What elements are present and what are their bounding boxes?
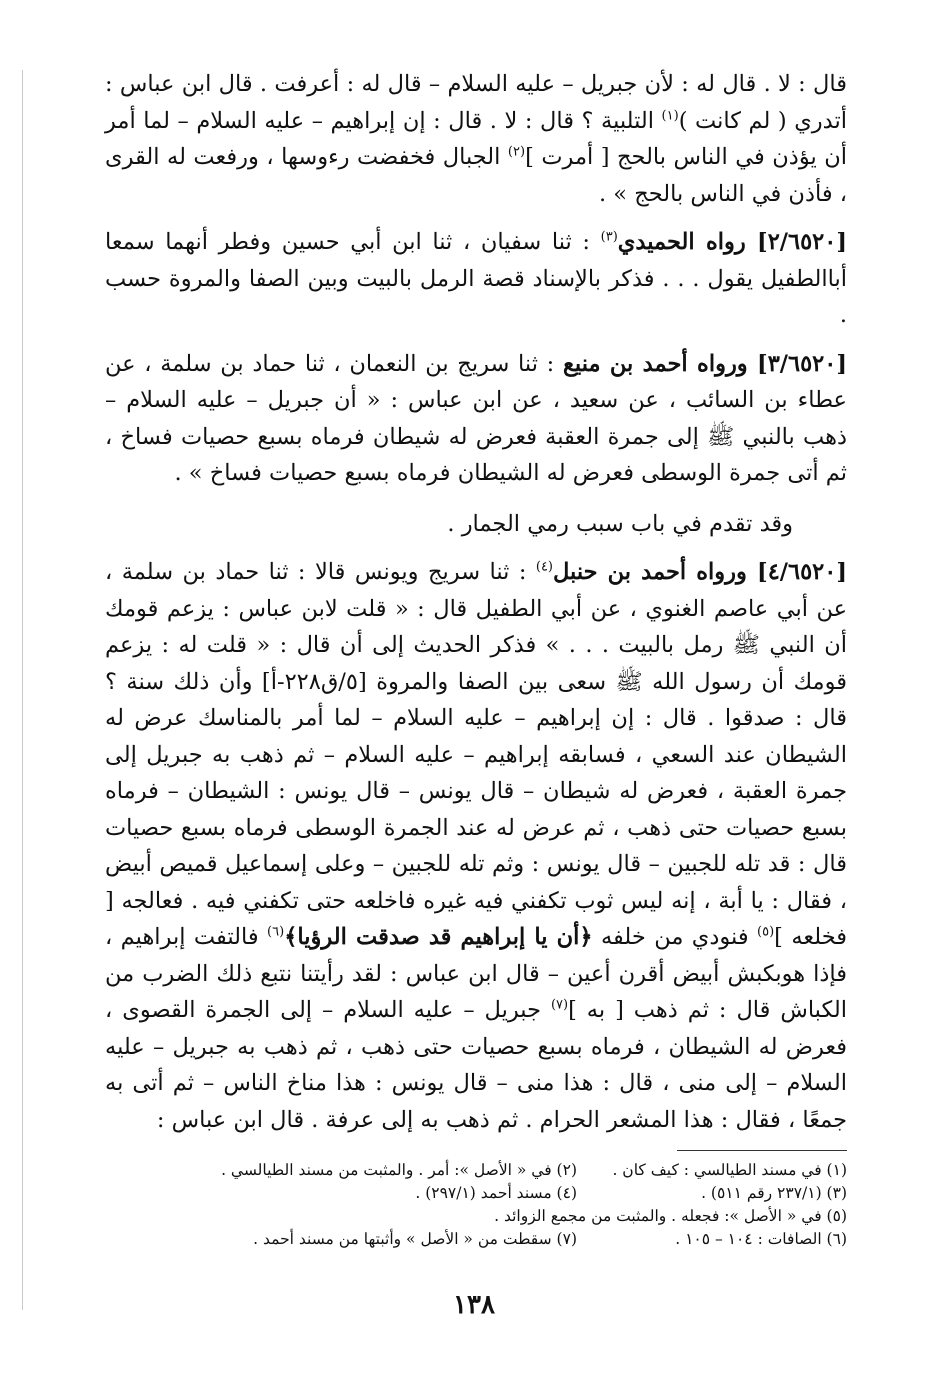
footnote-5: (٥) في « الأصل »: فجعله . والمثبت من مجمع الزوائد . (494, 1207, 847, 1225)
footnote-7: (٧) سقطت من « الأصل » وأثبتها من مسند أحمد . (253, 1230, 577, 1248)
paragraph-3 (105, 346, 847, 492)
hadith-reference: [٢/٦٥٢٠] رواه الحميدي (617, 229, 847, 255)
footnotes (105, 1159, 847, 1251)
paragraph-text: قال : لا . قال له : لأن جبريل – عليه السلام – قال له : أعرفت . قال ابن عباس : أتدري ( لم كانت ) (105, 71, 847, 134)
paragraph-1 (105, 66, 847, 212)
page-body (105, 66, 847, 1251)
paragraph-2 (105, 224, 847, 334)
footnote-6: (٦) الصافات : ١٠٤ – ١٠٥ . (675, 1230, 847, 1248)
footnote-marker: (٣) (600, 229, 618, 245)
page-number: ١٣٨ (453, 1290, 495, 1320)
paragraph-4: وقد تقدم في باب سبب رمي الجمار . (447, 510, 793, 537)
paragraph-text: : ثنا سريج ويونس قالا : ثنا حماد بن سلمة ، عن أبي عاصم الغنوي ، عن أبي الطفيل قال : « قلت لابن عباس : يزعم قومك أن النبي ﷺ رمل بالبيت . . . » فذكر الحديث إلى أن قال : « قلت له : يزعم قومك أن رسول الله ﷺ سعى بين الصفا والمروة [٥/ق٢٢٨-أ] وأن ذلك سنة ؟ قال : صدقوا . قال : إن إبراهيم – عليه السلام – لما أمر بالمناسك عرض له الشيطان عند السعي ، فسابقه إبراهيم – عليه السلام – ثم ذهب به جبريل إلى جمرة العقبة ، فعرض له شيطان – قال يونس – قال يونس : الشيطان – فرماه بسبع حصيات حتى ذهب ، ثم عرض له عند الجمرة الوسطى فرماه بسبع حصيات قال : قد تله للجبين – قال يونس : وثم تله للجبين – وعلى إسماعيل قميص أبيض ، فقال : يا أبة ، إنه ليس ثوب تكفني فيه غيره فاخلعه حتى تكفني فيه . فعالجه [ فخلعه ] (105, 559, 848, 950)
footnote-3: (٣) (٢٣٧/١ رقم ٥١١) . (701, 1184, 847, 1202)
footnote-4: (٤) مسند أحمد (٢٩٧/١) . (415, 1184, 577, 1202)
hadith-reference: [٤/٦٥٢٠] ورواه أحمد بن حنبل (553, 559, 847, 585)
footnote-marker: (٤) (535, 559, 553, 575)
footnote-separator (677, 1150, 847, 1151)
paragraph-text: : ثنا سفيان ، ثنا ابن أبي حسين وفطر أنهما سمعا أباالطفيل يقول . . . فذكر بالإسناد قصة الرمل بالبيت وبين الصفا والمروة حسب . (105, 229, 847, 328)
footnote-marker: (١) (661, 108, 679, 123)
footnote-marker: (٥) (757, 924, 775, 940)
paragraph-text: التلبية ؟ قال : لا . قال : إن إبراهيم – عليه السلام – لما أمر أن يؤذن في الناس بالحج [ أمرت ] (105, 107, 847, 170)
hadith-reference: [٣/٦٥٢٠] ورواه أحمد بن منيع (562, 350, 848, 377)
paragraph-text: جبريل – عليه السلام – إلى الجمرة القصوى ، فعرض له الشيطان ، فرماه بسبع حصيات حتى ذهب ، ثم ذهب به جبريل – عليه السلام – إلى منى ، قال : هذا منى – قال يونس : هذا مناخ الناس – ثم أتى به جمعًا ، فقال : هذا المشعر الحرام . ثم ذهب به إلى عرفة . قال ابن عباس : (105, 997, 847, 1133)
paragraph-text: فالتفت إبراهيم ، فإذا هوبكبش أبيض أقرن أعين – قال ابن عباس : لقد رأيتنا نتبع ذلك الضرب من الكباش قال : ثم ذهب [ به ] (105, 924, 848, 1023)
paragraph-5 (105, 554, 847, 1138)
page-edge-line (22, 70, 23, 1310)
footnote-marker: (٧) (550, 997, 569, 1013)
footnote-row (105, 1159, 847, 1182)
paragraph-text: : ثنا سريج بن النعمان ، ثنا حماد بن سلمة ، عن عطاء بن السائب ، عن سعيد ، عن ابن عباس : « أن جبريل – عليه السلام – ذهب بالنبي ﷺ إلى جمرة العقبة فعرض له شيطان فرماه بسبع حصيات فساخ ، ثم أتى جمرة الوسطى فعرض له الشيطان فرماه بسبع حصيات فساخ » . (105, 350, 847, 486)
footnote-marker: (٢) (507, 144, 526, 160)
footnote-marker: (٦) (267, 924, 285, 940)
paragraph-text: فنودي من خلفه (592, 924, 758, 950)
footnote-row (105, 1228, 847, 1251)
footnote-row (105, 1182, 847, 1205)
paragraph-text: الجبال فخفضت رءوسها ، ورفعت له القرى ، فأذن في الناس بالحج » . (105, 144, 847, 207)
quran-verse: ﴿أن يا إبراهيم قد صدقت الرؤيا﴾ (284, 924, 593, 950)
footnote-row (105, 1205, 847, 1228)
footnote-1: (١) في مسند الطيالسي : كيف كان . (612, 1161, 847, 1179)
footnote-2: (٢) في « الأصل »: أمر . والمثبت من مسند الطيالسي . (221, 1161, 577, 1179)
